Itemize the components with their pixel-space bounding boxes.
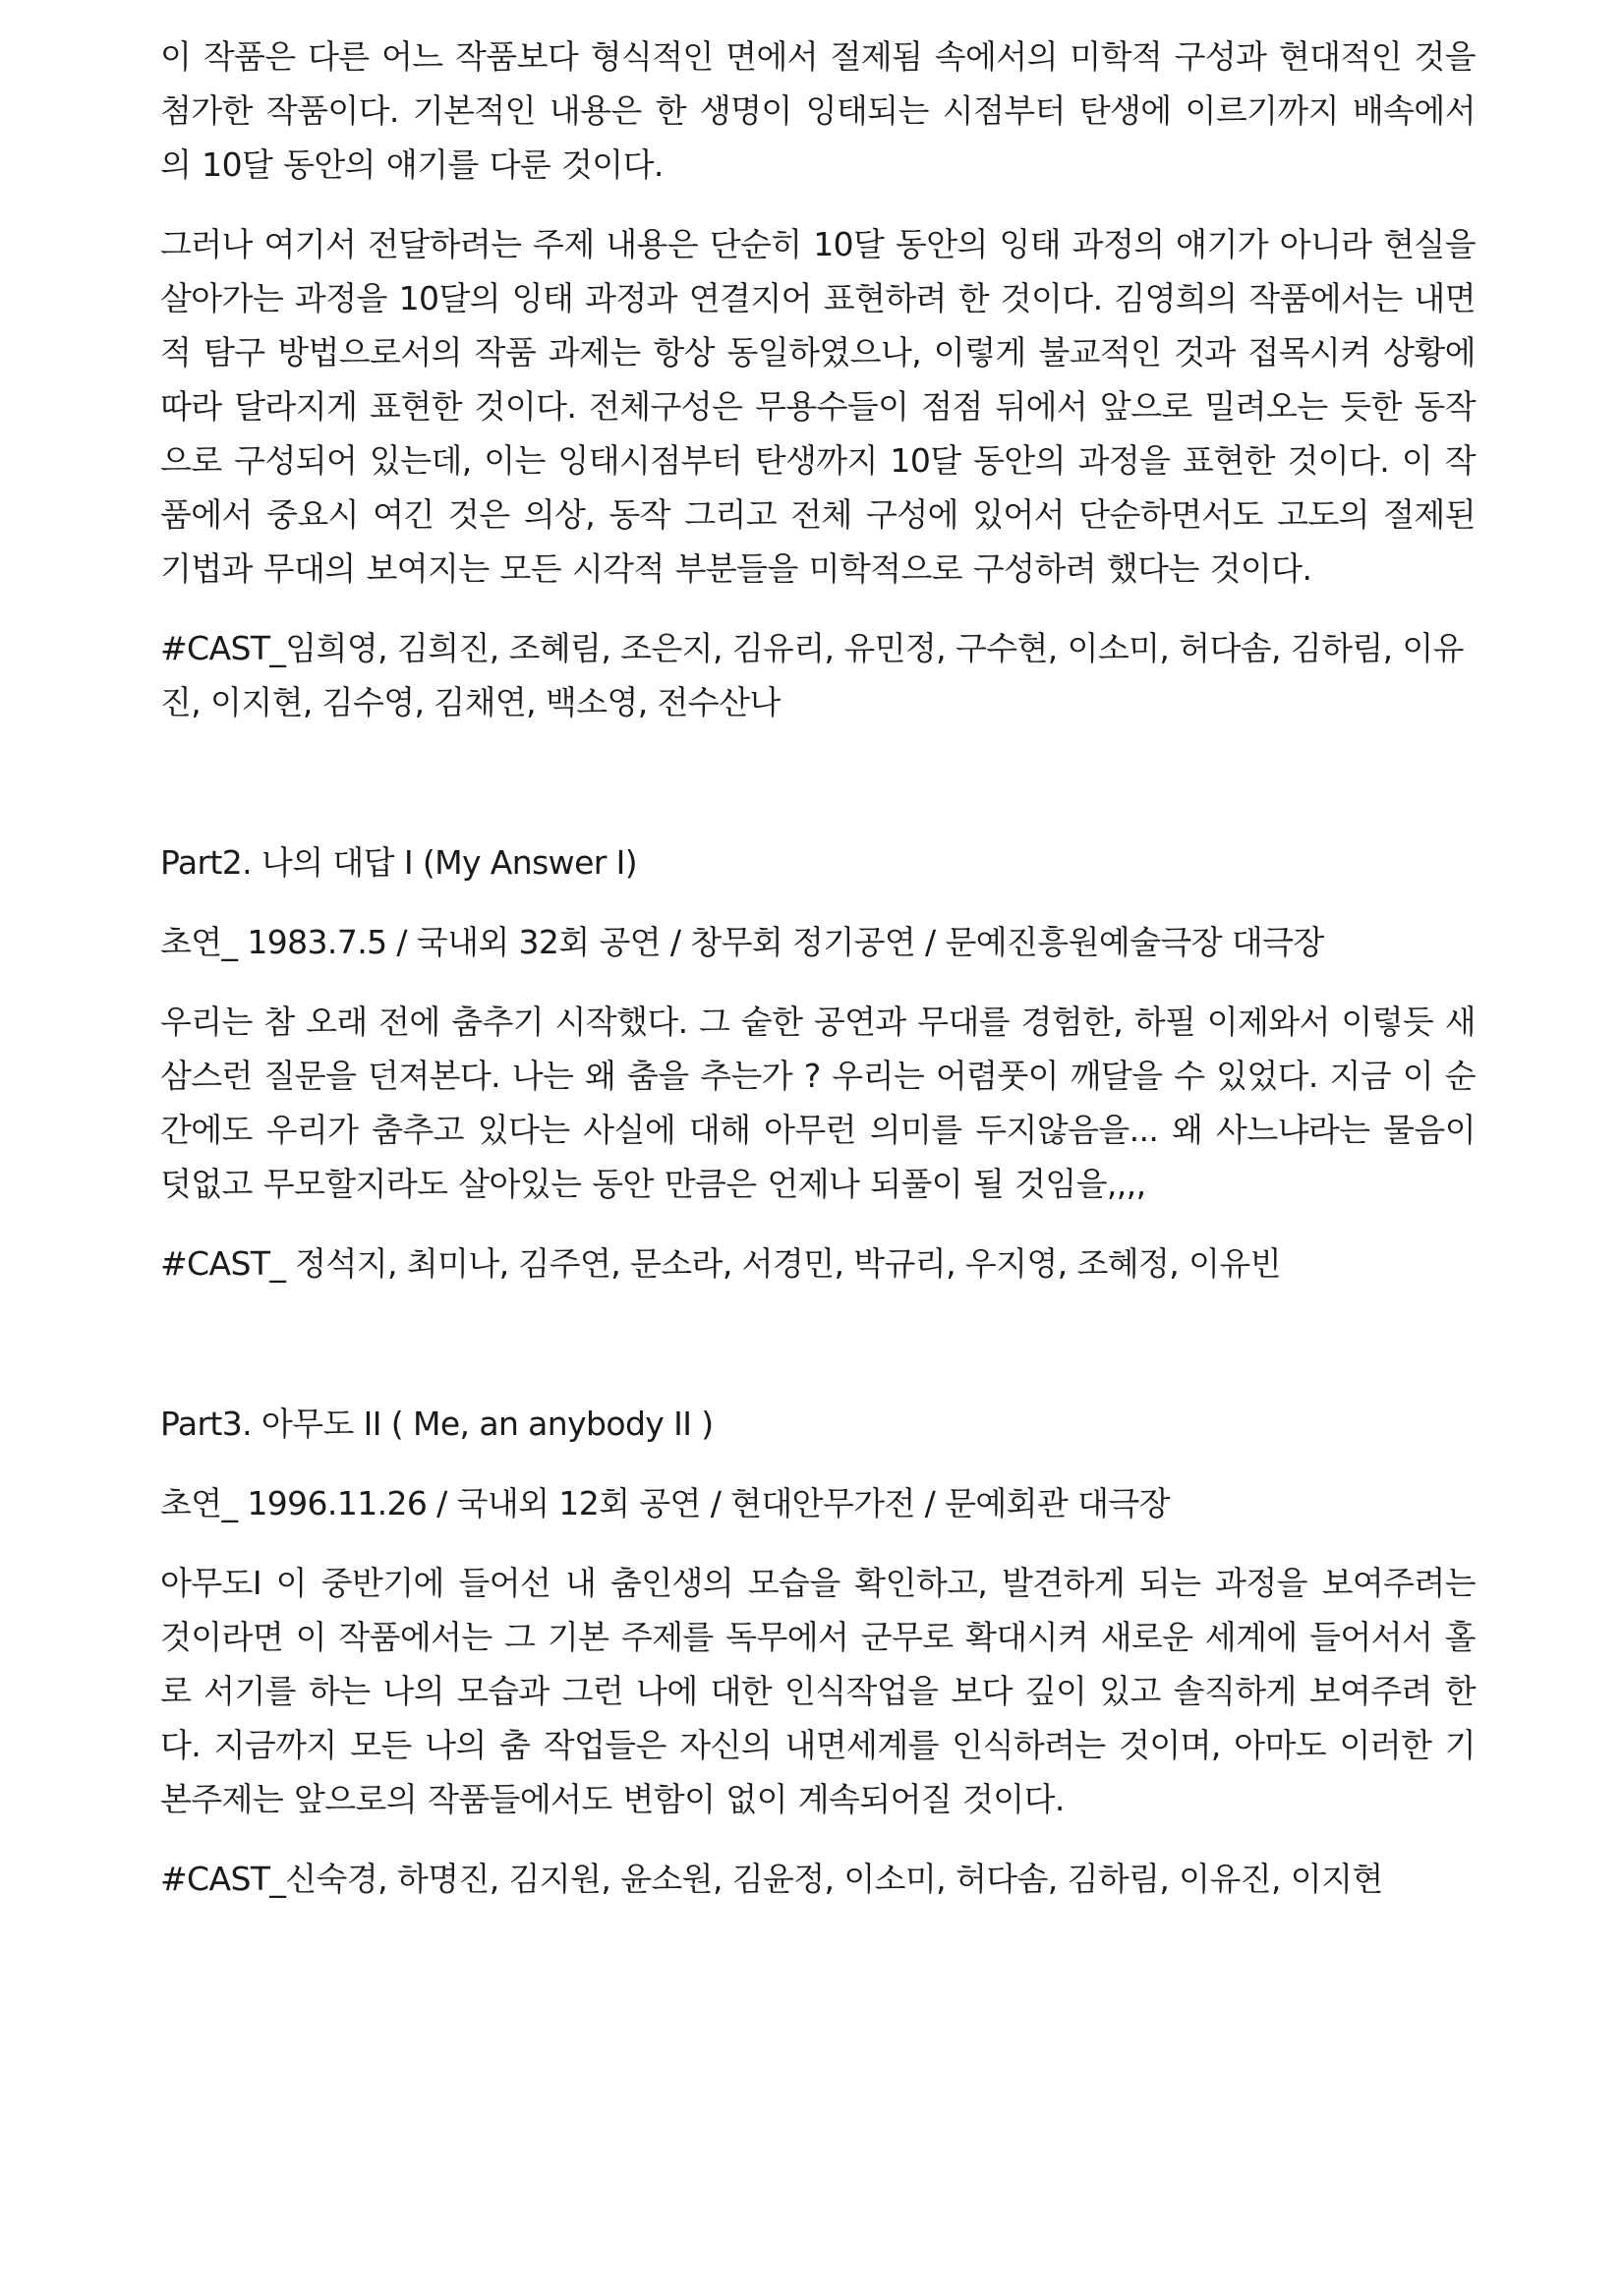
part1-cast-list: #CAST_임희영, 김희진, 조혜림, 조은지, 김유리, 유민정, 구수현, 이소미, 허다솜, 김하림, 이유진, 이지현, 김수영, 김채연, 백소영, 전수산나 xyxy=(160,629,1464,721)
section-spacer xyxy=(160,1316,1476,1397)
part1-paragraph-2: 그러나 여기서 전달하려는 주제 내용은 단순히 10달 동안의 잉태 과정의 얘기가 아니라 현실을 살아가는 과정을 10달의 잉태 과정과 연결지어 표현하려 한 것이다. 김영희의 작품에서는 내면적 탐구 방법으로서의 작품 과제는 항상 동일하였으나, 이렇게 불교적인 것과 접목시켜 상황에 따라 달라지게 표현한 것이다. 전체구성은 무용수들이 점점 뒤에서 앞으로 밀려오는 듯한 동작으로 구성되어 있는데, 이는 잉태시점부터 탄생까지 10달 동안의 과정을 표현한 것이다. 이 작품에서 중요시 여긴 것은 의상, 동작 그리고 전체 구성에 있어서 단순하면서도 고도의 절제된 기법과 무대의 보여지는 모든 시각적 부분들을 미학적으로 구성하려 했다는 것이다. xyxy=(160,225,1476,588)
part3-cast-list: #CAST_신숙경, 하명진, 김지원, 윤소원, 김윤정, 이소미, 허다솜, 김하림, 이유진, 이지현 xyxy=(160,1860,1383,1898)
part3-title: Part3. 아무도 II ( Me, an anybody II ) xyxy=(160,1405,714,1443)
document-page xyxy=(160,29,1476,1931)
part1-paragraph-1: 이 작품은 다른 어느 작품보다 형식적인 면에서 절제됨 속에서의 미학적 구성과 현대적인 것을 첨가한 작품이다. 기본적인 내용은 한 생명이 잉태되는 시점부터 탄생에 이르기까지 배속에서의 10달 동안의 얘기를 다룬 것이다. xyxy=(160,37,1476,184)
part2-premiere-info: 초연_ 1983.7.5 / 국내외 32회 공연 / 창무회 정기공연 / 문예진흥원예술극장 대극장 xyxy=(160,923,1324,961)
part2-paragraph: 우리는 참 오래 전에 춤추기 시작했다. 그 숱한 공연과 무대를 경험한, 하필 이제와서 이렇듯 새삼스런 질문을 던져본다. 나는 왜 춤을 추는가 ? 우리는 어렴풋이 깨달을 수 있었다. 지금 이 순간에도 우리가 춤추고 있다는 사실에 대해 아무런 의미를 두지않음을... 왜 사느냐라는 물음이 덧없고 무모할지라도 살아있는 동안 만큼은 언제나 되풀이 될 것임을,,,, xyxy=(160,1003,1476,1203)
part2-cast-list: #CAST_ 정석지, 최미나, 김주연, 문소라, 서경민, 박규리, 우지영, 조혜정, 이유빈 xyxy=(160,1244,1281,1283)
part3-paragraph: 아무도I 이 중반기에 들어선 내 춤인생의 모습을 확인하고, 발견하게 되는 과정을 보여주려는 것이라면 이 작품에서는 그 기본 주제를 독무에서 군무로 확대시켜 새로운 세계에 들어서서 홀로 서기를 하는 나의 모습과 그런 나에 대한 인식작업을 보다 깊이 있고 솔직하게 보여주려 한다. 지금까지 모든 나의 춤 작업들은 자신의 내면세계를 인식하려는 것이며, 아마도 이러한 기본주제는 앞으로의 작품들에서도 변함이 없이 계속되어질 것이다. xyxy=(160,1564,1476,1818)
part2-title: Part2. 나의 대답 I (My Answer I) xyxy=(160,843,638,882)
part3-premiere-info: 초연_ 1996.11.26 / 국내외 12회 공연 / 현대안무가전 / 문예회관 대극장 xyxy=(160,1484,1170,1522)
section-spacer xyxy=(160,755,1476,835)
